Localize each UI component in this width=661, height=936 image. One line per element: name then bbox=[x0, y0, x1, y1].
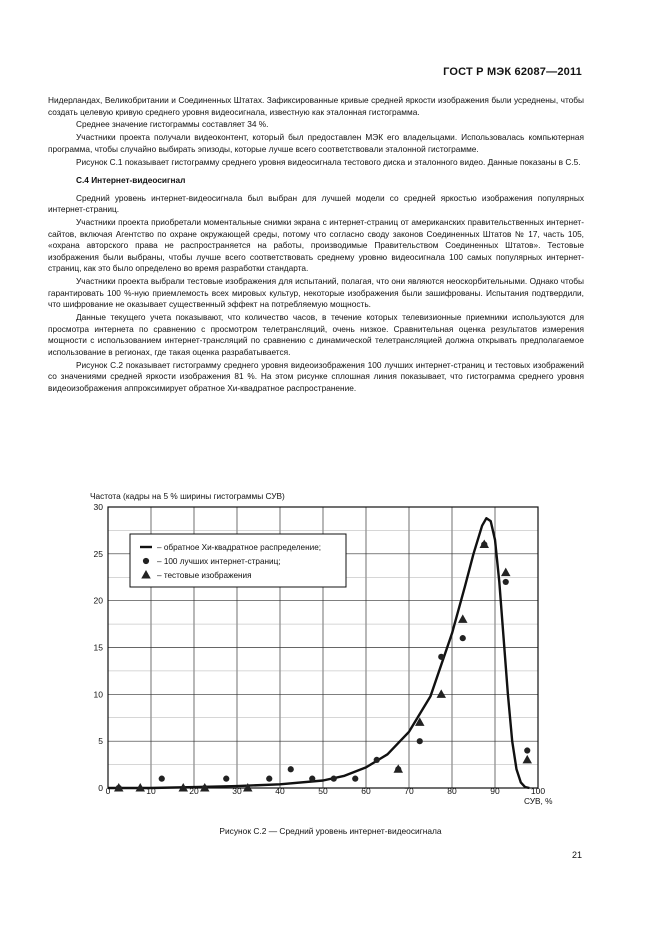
data-point-circle bbox=[374, 757, 380, 763]
y-tick-label: 20 bbox=[93, 595, 103, 606]
data-point-triangle bbox=[480, 539, 490, 548]
paragraph: Участники проекта выбрали тестовые изображения для испытаний, полагая, что они являются неоскорбительными. Однако чтобы гарантировать 100 %-ную приемлемость всех мировых культур, некоторые изображения были зашифрованы. Испытания подтвердили, что шифрование не оказывает существенный эффект на потребляемую мощность. bbox=[48, 276, 584, 310]
data-point-triangle bbox=[394, 764, 404, 773]
paragraph: Данные текущего учета показывают, что количество часов, в течение которых телевизионные приемники используются для просмотра интернета по сравнению с просмотром телетрансляций, очень низкое. Сравнительная оценка результатов измерения мощности с использованием интернет-трансляций по сравнению с динамической телетрансляцией должна открывать предполагаемое использование в регионах, где такая оценка разрабатывается. bbox=[48, 312, 584, 357]
x-tick-label: 20 bbox=[189, 786, 199, 796]
x-axis-label: СУВ, % bbox=[524, 796, 553, 806]
x-tick-label: 10 bbox=[146, 786, 156, 796]
y-tick-label: 0 bbox=[98, 783, 103, 793]
legend-label-circles: – 100 лучших интернет-страниц; bbox=[157, 557, 281, 566]
paragraph: Рисунок С.2 показывает гистограмму среднего уровня видеоизображения 100 лучших интернет-страниц и тестовых изображений со значениями средней яркости изображения 81 %. На этом рисунке сплошная линия показывает, что гистограмма среднего уровня видеоизображения аппроксимирует обратное Хи-квадратное распространение. bbox=[48, 359, 584, 393]
data-point-triangle bbox=[523, 755, 533, 764]
y-tick-label: 15 bbox=[93, 642, 103, 653]
data-point-circle bbox=[460, 635, 466, 641]
data-point-circle bbox=[159, 776, 165, 782]
data-point-triangle bbox=[437, 689, 447, 698]
data-point-circle bbox=[288, 766, 294, 772]
y-tick-label: 5 bbox=[98, 736, 103, 747]
y-tick-label: 10 bbox=[93, 689, 103, 700]
chart-svg bbox=[60, 486, 620, 816]
data-point-circle bbox=[352, 776, 358, 782]
x-tick-label: 40 bbox=[275, 786, 285, 796]
x-tick-label: 60 bbox=[361, 786, 371, 796]
section-heading: С.4 Интернет-видеосигнал bbox=[76, 175, 186, 186]
data-point-circle bbox=[223, 776, 229, 782]
paragraph: Участники проекта получали видеоконтент, который был предоставлен МЭК его владельцами. Использовалась компьютерная программа, чтобы случайно выбирать эпизоды, которые лучше всего соответствовали эталонной гистограмме. bbox=[48, 132, 584, 154]
data-point-circle bbox=[331, 776, 337, 782]
data-point-triangle bbox=[458, 614, 468, 623]
x-tick-label: 0 bbox=[105, 786, 111, 796]
data-point-circle bbox=[438, 654, 444, 660]
paragraph: Участники проекта приобретали моментальные снимки экрана с интернет-страниц от американских правительственных интернет-сайтов, включая Агентство по охране окружающей среды, потому что согласно своду законов Соединенных Штатов № 17, часть 105, «охрана авторского права не распространяется на работы, производимые Правительством Соединенных Штатов». Тестовые изображения были выбраны, чтобы лучше всего соответствовать среднему уровню видеосигнала 100 самых популярных интернет-страниц, как это было определено во время разработки стандарта. bbox=[48, 217, 584, 274]
y-tick-label: 30 bbox=[93, 502, 103, 512]
x-tick-label: 100 bbox=[530, 786, 546, 796]
document-header: ГОСТ Р МЭК 62087—2011 bbox=[443, 66, 582, 78]
x-tick-label: 30 bbox=[232, 786, 242, 796]
paragraph: Рисунок С.1 показывает гистограмму среднего уровня видеосигнала тестового диска и эталонного видео. Данные показаны в С.5. bbox=[76, 156, 581, 167]
y-axis-title: Частота (кадры на 5 % ширины гистограммы СУВ) bbox=[90, 491, 285, 501]
paragraph: Нидерландах, Великобритании и Соединенных Штатах. Зафиксированные кривые средней яркости изображения были усреднены, чтобы создать целевую кривую среднего уровня видеосигнала, известную как эталонная гистограмма. bbox=[48, 95, 584, 117]
legend-label-triangles: – тестовые изображения bbox=[157, 571, 252, 580]
y-tick-label: 25 bbox=[93, 548, 103, 559]
legend-label-curve: – обратное Хи-квадратное распределение; bbox=[157, 543, 322, 552]
data-point-circle bbox=[266, 776, 272, 782]
data-point-triangle bbox=[243, 783, 253, 792]
paragraph: Среднее значение гистограммы составляет 34 %. bbox=[76, 119, 269, 130]
x-tick-label: 90 bbox=[490, 786, 500, 796]
body-text bbox=[48, 95, 584, 396]
data-point-circle bbox=[503, 579, 509, 585]
x-tick-label: 80 bbox=[447, 786, 457, 796]
chart-figure bbox=[60, 486, 620, 816]
data-point-circle bbox=[417, 738, 423, 744]
x-tick-label: 70 bbox=[404, 786, 414, 796]
legend-circle-marker bbox=[143, 558, 149, 564]
page-number: 21 bbox=[571, 850, 582, 860]
paragraph: Средний уровень интернет-видеосигнала был выбран для лучшей модели со средней яркостью изображения популярных интернет-страниц. bbox=[48, 192, 584, 215]
figure-caption: Рисунок С.2 — Средний уровень интернет-видеосигнала bbox=[219, 826, 442, 836]
data-point-circle bbox=[524, 747, 530, 753]
x-tick-label: 50 bbox=[318, 786, 328, 796]
data-point-triangle bbox=[501, 568, 511, 577]
data-point-circle bbox=[309, 776, 315, 782]
